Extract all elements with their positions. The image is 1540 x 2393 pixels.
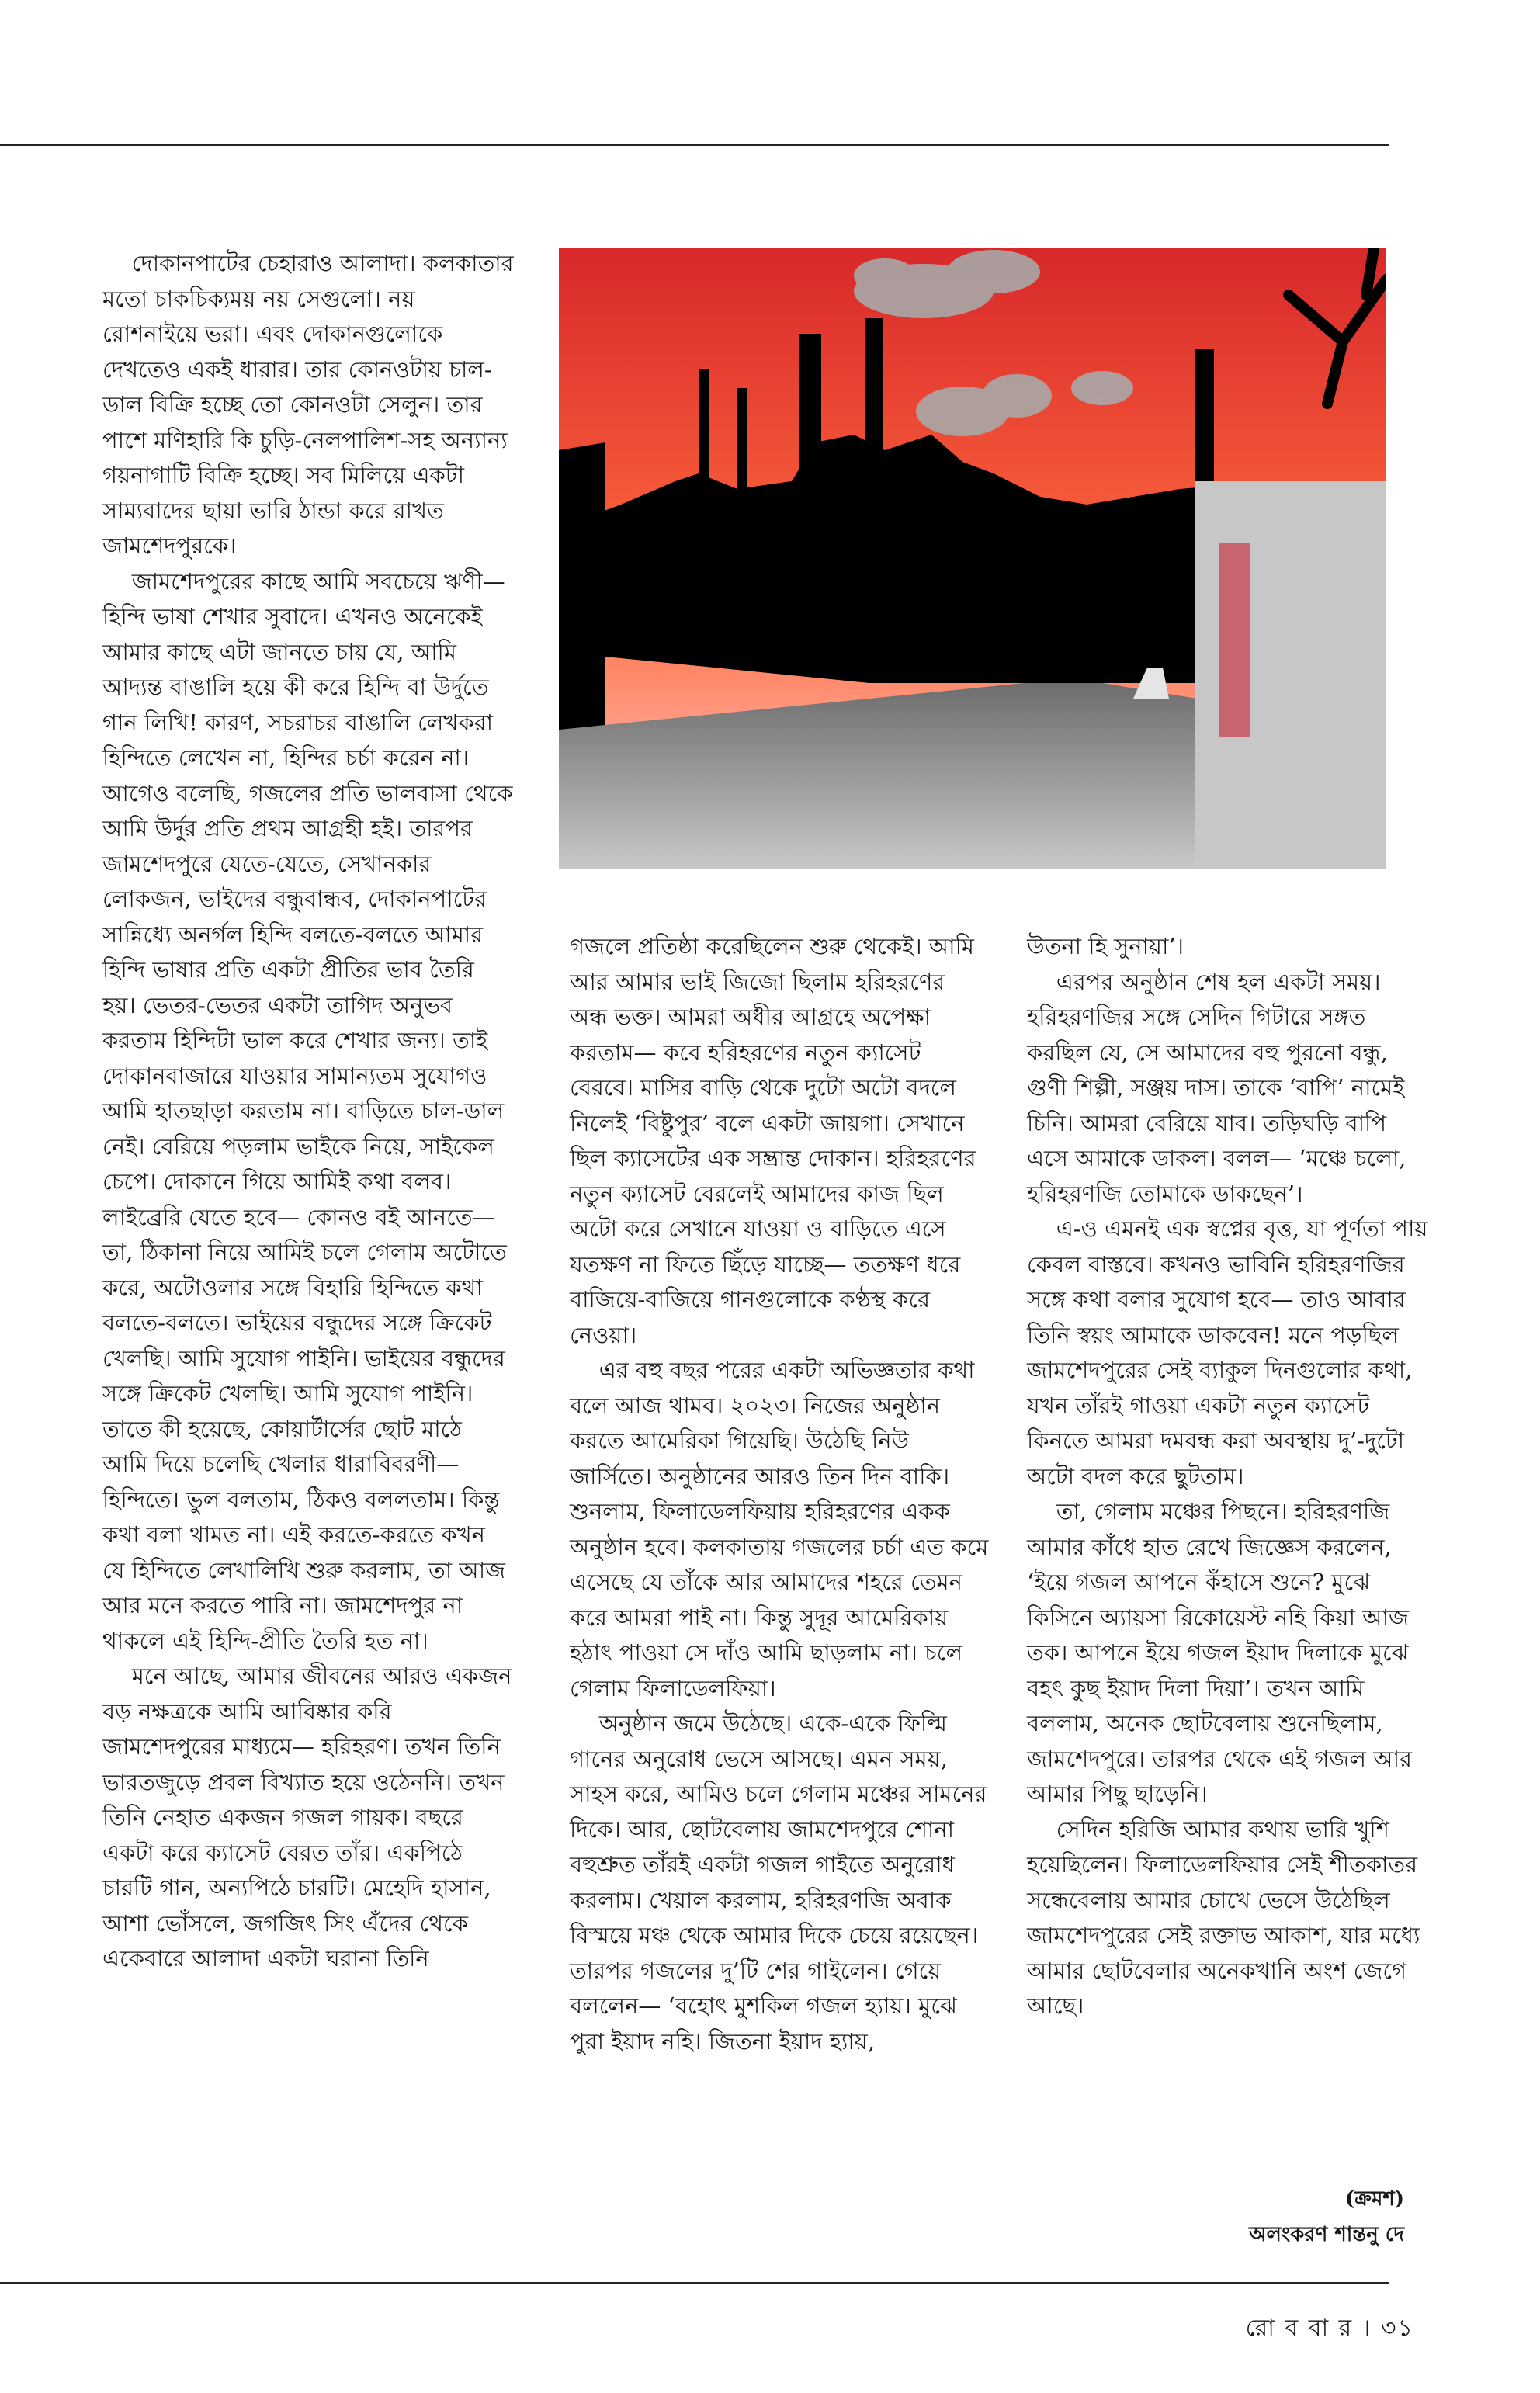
- paragraph: সেদিন হরিজি আমার কথায় ভারি খুশি হয়েছিলেন। ফিলাডেলফিয়ার সেই শীতকাতর সন্ধেবেলায় আমার চোখে ভেসে উঠেছিল জামশেদপুরের সেই রক্তাভ আকাশ, যার মধ্যে আমার ছোটবেলার অনেকখানি অংশ জেগে আছে।: [1027, 1816, 1420, 2019]
- page-number: ৩১: [1381, 2315, 1414, 2342]
- page-footer: [1246, 2309, 1414, 2349]
- illustrator-credit: অলংকরণ শান্তনু দে: [1249, 2223, 1404, 2246]
- paragraph: এরপর অনুষ্ঠান শেষ হল একটা সময়। হরিহরণজির সঙ্গে সেদিন গিটারে সঙ্গত করছিল যে, সে আমাদের বহু পুরনো বন্ধু, গুণী শিল্পী, সঞ্জয় দাস। তাকে ‘বাপি’ নামেই চিনি। আমরা বেরিয়ে যাব। তড়িঘড়ি বাপি এসে আমাকে ডাকল। বলল— ‘মঞ্চে চলো, হরিহরণজি তোমাকে ডাকছেন’।: [1027, 968, 1406, 1207]
- footer-separator: ।: [1361, 2315, 1372, 2342]
- paragraph: তা, গেলাম মঞ্চের পিছনে। হরিহরণজি আমার কাঁধে হাত রেখে জিজ্ঞেস করলেন, ‘ইয়ে গজল আপনে কঁহাসে শুনে? মুঝে কিসিনে অ্যায়সা রিকোয়েস্ট নহি কিয়া আজ তক। আপনে ইয়ে গজল ইয়াদ দিলাকে মুঝে বহৎ কুছ ইয়াদ দিলা দিয়া’। তখন আমি বললাম, অনেক ছোটবেলায় শুনেছিলাম, জামশেদপুরে। তারপর থেকে এই গজল আর আমার পিছু ছাড়েনি।: [1027, 1498, 1412, 1807]
- paragraph: গজলে প্রতিষ্ঠা করেছিলেন শুরু থেকেই। আমি আর আমার ভাই জিজো ছিলাম হরিহরণের অন্ধ ভক্ত। আমরা অধীর আগ্রহে অপেক্ষা করতাম— কবে হরিহরণের নতুন ক্যাসেট বেরবে। মাসির বাড়ি থেকে দুটো অটো বদলে নিলেই ‘বিষ্টুপুর’ বলে একটা জায়গা। সেখানে ছিল ক্যাসেটের এক সম্ভ্রান্ত দোকান। হরিহরণের নতুন ক্যাসেট বেরলেই আমাদের কাজ ছিল অটো করে সেখানে যাওয়া ও বাড়িতে এসে যতক্ষণ না ফিতে ছিঁড়ে যাচ্ছে— ততক্ষণ ধরে বাজিয়ে-বাজিয়ে গানগুলোকে কণ্ঠস্থ করে নেওয়া।: [570, 933, 976, 1348]
- paragraph: এ-ও এমনই এক স্বপ্নের বৃত্ত, যা পূর্ণতা পায় কেবল বাস্তবে। কখনও ভাবিনি হরিহরণজির সঙ্গে কথা বলার সুযোগ হবে— তাও আবার তিনি স্বয়ং আমাকে ডাকবেন! মনে পড়ছিল জামশেদপুরের সেই ব্যাকুল দিনগুলোর কথা, যখন তাঁরই গাওয়া একটা নতুন ক্যাসেট কিনতে আমরা দমবন্ধ করা অবস্থায় দু’-দুটো অটো বদল করে ছুটতাম।: [1027, 1216, 1428, 1490]
- paragraph: জামশেদপুরের কাছে আমি সবচেয়ে ঋণী— হিন্দি ভাষা শেখার সুবাদে। এখনও অনেকেই আমার কাছে এটা জানতে চায় যে, আমি আদ্যন্ত বাঙালি হয়ে কী করে হিন্দি বা উর্দুতে গান লিখি! কারণ, সচরাচর বাঙালি লেখকরা হিন্দিতে লেখেন না, হিন্দির চর্চা করেন না। আগেও বলেছি, গজলের প্রতি ভালবাসা থেকে আমি উর্দুর প্রতি প্রথম আগ্রহী হই। তারপর জামশেদপুরে যেতে-যেতে, সেখানকার লোকজন, ভাইদের বন্ধুবান্ধব, দোকানপাটের সান্নিধ্যে অনর্গল হিন্দি বলতে-বলতে আমার হিন্দি ভাষার প্রতি একটা প্রীতির ভাব তৈরি হয়। ভেতর-ভেতর একটা তাগিদ অনুভব করতাম হিন্দিটা ভাল করে শেখার জন্য। তাই দোকানবাজারে যাওয়ার সামান্যতম সুযোগও আমি হাতছাড়া করতাম না। বাড়িতে চাল-ডাল নেই। বেরিয়ে পড়লাম ভাইকে নিয়ে, সাইকেল চেপে। দোকানে গিয়ে আমিই কথা বলব। লাইব্রেরি যেতে হবে— কোনও বই আনতে— তা, ঠিকানা নিয়ে আমিই চলে গেলাম অটোতে করে, অটোওলার সঙ্গে বিহারি হিন্দিতে কথা বলতে-বলতে। ভাইয়ের বন্ধুদের সঙ্গে ক্রিকেট খেলছি। আমি সুযোগ পাইনি। ভাইয়ের বন্ধুদের সঙ্গে ক্রিকেট খেলছি। আমি সুযোগ পাইনি। তাতে কী হয়েছে, কোয়ার্টার্সের ছোট মাঠে আমি দিয়ে চলেছি খেলার ধারাবিবরণী— হিন্দিতে। ভুল বলতাম, ঠিকও বললতাম। কিন্তু কথা বলা থামত না। এই করতে-করতে কখন যে হিন্দিতে লেখালিখি শুরু করলাম, তা আজ আর মনে করতে পারি না। জামশেদপুর না থাকলে এই হিন্দি-প্রীতি তৈরি হত না।: [102, 567, 513, 1654]
- continued-marker: (ক্রমশ): [1344, 2187, 1404, 2211]
- column-1: [102, 246, 514, 1977]
- paragraph: মনে আছে, আমার জীবনের আরও একজন বড় নক্ষত্রকে আমি আবিষ্কার করি জামশেদপুরের মাধ্যমে— হরিহরণ। তখন তিনি ভারতজুড়ে প্রবল বিখ্যাত হয়ে ওঠেননি। তখন তিনি নেহাত একজন গজল গায়ক। বছরে একটা করে ক্যাসেট বেরত তাঁর। একপিঠে চারটি গান, অন্যপিঠে চারটি। মেহেদি হাসান, আশা ভোঁসলে, জগজিৎ সিং এঁদের থেকে একেবারে আলাদা একটা ঘরানা তিনি: [102, 1663, 512, 1972]
- top-rule: [0, 144, 1389, 146]
- pink-doorway: [1219, 543, 1250, 737]
- paragraph: এর বহু বছর পরের একটা অভিজ্ঞতার কথা বলে আজ থামব। ২০২৩। নিজের অনুষ্ঠান করতে আমেরিকা গিয়েছি। উঠেছি নিউ জার্সিতে। অনুষ্ঠানের আরও তিন দিন বাকি। শুনলাম, ফিলাডেলফিয়ায় হরিহরণের একক অনুষ্ঠান হবে। কলকাতায় গজলের চর্চা এত কমে এসেছে যে তাঁকে আর আমাদের শহরে তেমন করে আমরা পাই না। কিন্তু সুদূর আমেরিকায় হঠাৎ পাওয়া সে দাঁও আমি ছাড়লাম না। চলে গেলাম ফিলাডেলফিয়া।: [570, 1357, 989, 1701]
- paragraph: অনুষ্ঠান জমে উঠেছে। একে-একে ফিল্মি গানের অনুরোধ ভেসে আসছে। এমন সময়, সাহস করে, আমিও চলে গেলাম মঞ্চের সামনের দিকে। আর, ছোটবেলায় জামশেদপুরে শোনা বহুশ্রুত তাঁরই একটা গজল গাইতে অনুরোধ করলাম। খেয়াল করলাম, হরিহরণজি অবাক বিস্ময়ে মঞ্চ থেকে আমার দিকে চেয়ে রয়েছেন। তারপর গজলের দু’টি শের গাইলেন। গেয়ে বললেন— ‘বহোৎ মুশকিল গজল হ্যায়। মুঝে পুরা ইয়াদ নহি। জিতনা ইয়াদ হ্যায়,: [570, 1710, 987, 2055]
- paragraph: উতনা হি সুনায়া’।: [1027, 933, 1184, 959]
- column-2: [570, 929, 989, 2059]
- magazine-name: রো ব বা র: [1245, 2315, 1354, 2342]
- industrial-city-illustration: [559, 248, 1386, 869]
- column-3: [1027, 929, 1431, 2024]
- paragraph: দোকানপাটের চেহারাও আলাদা। কলকাতার মতো চাকচিক্যময় নয় সেগুলো। নয় রোশনাইয়ে ভরা। এবং দোকানগুলোকে দেখতেও একই ধারার। তার কোনওটায় চাল-ডাল বিক্রি হচ্ছে তো কোনওটা সেলুন। তার পাশে মণিহারি কি চুড়ি-নেলপালিশ-সহ অন্যান্য গয়নাগাটি বিক্রি হচ্ছে। সব মিলিয়ে একটা সাম্যবাদের ছায়া ভারি ঠান্ডা করে রাখত জামশেদপুরকে।: [102, 250, 514, 559]
- bottom-rule: [0, 2282, 1389, 2284]
